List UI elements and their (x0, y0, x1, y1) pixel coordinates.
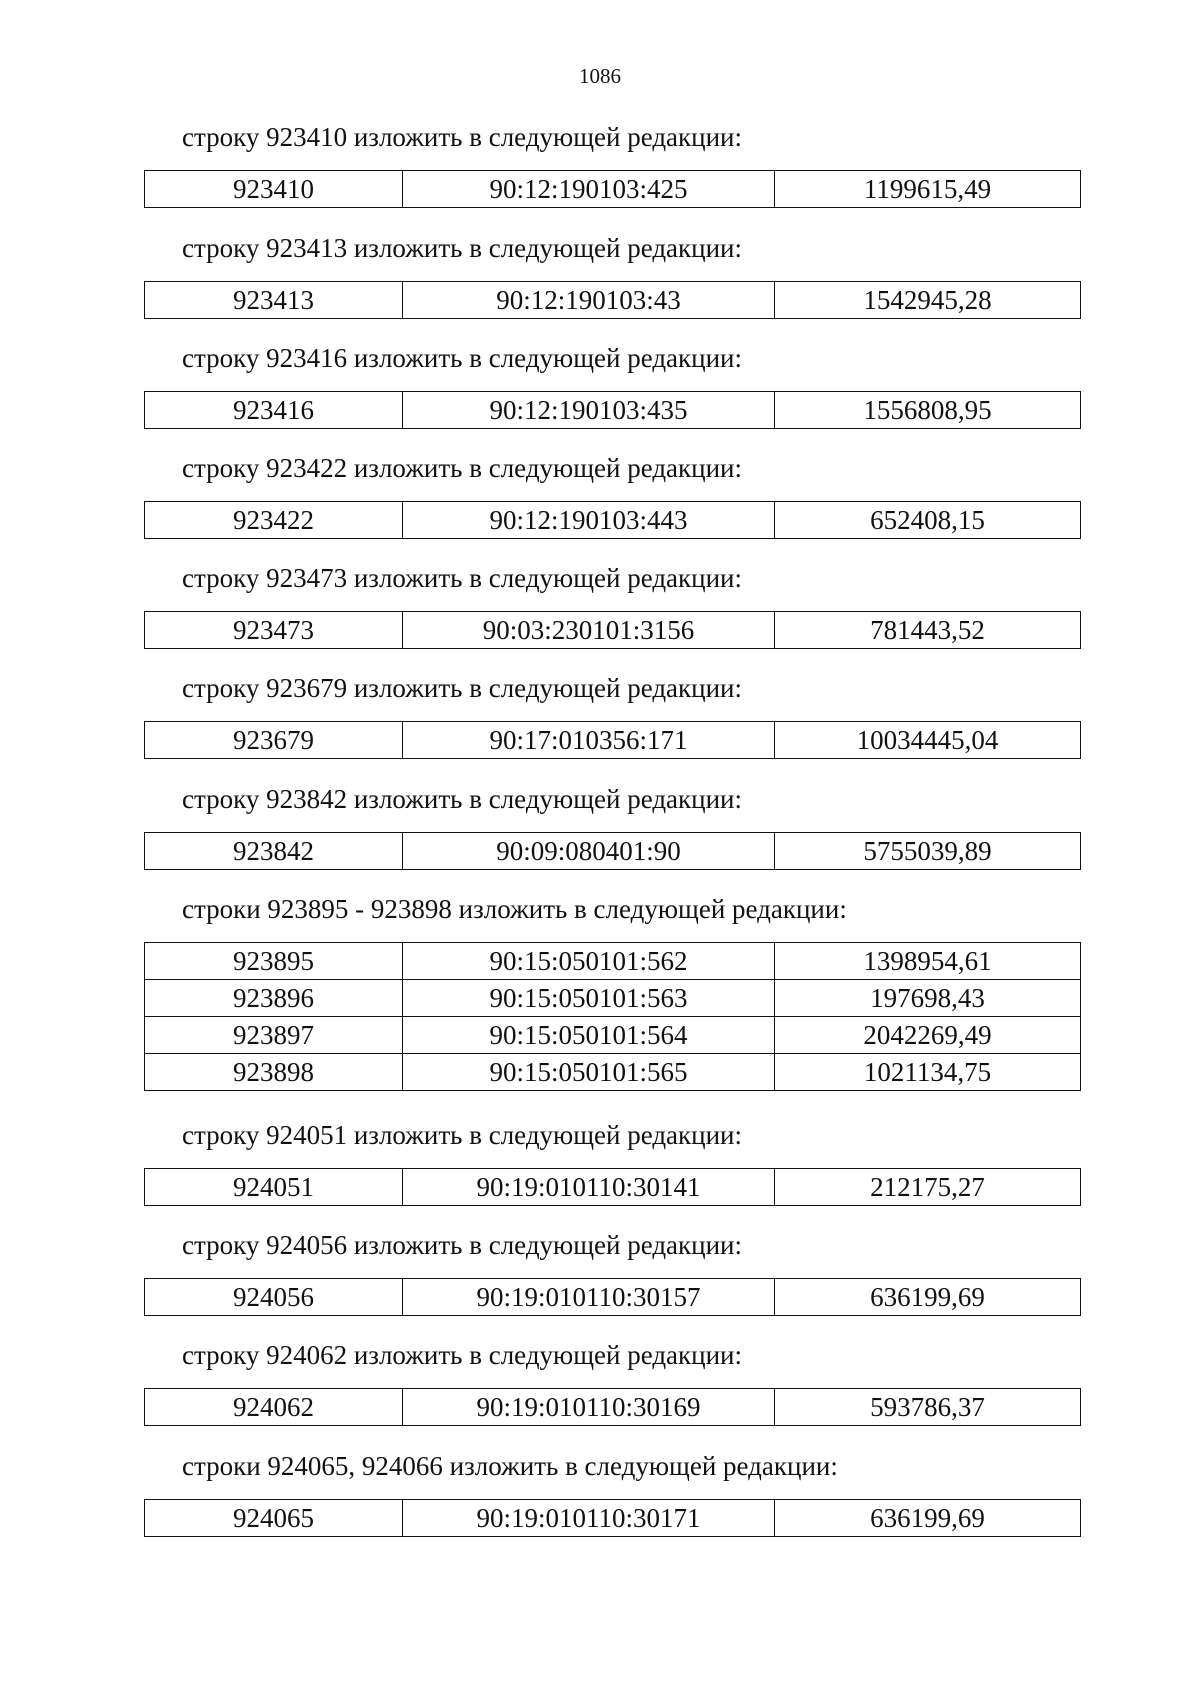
value-cell: 652408,15 (775, 502, 1081, 539)
cadastral-number-cell: 90:15:050101:565 (403, 1054, 775, 1091)
cadastral-number-cell: 90:19:010110:30157 (403, 1279, 775, 1316)
table-row (145, 1017, 1081, 1054)
value-cell: 1542945,28 (775, 282, 1081, 319)
row-number-cell: 923416 (145, 392, 403, 429)
row-number-cell: 923473 (145, 612, 403, 649)
amendment-instruction: строку 923410 изложить в следующей редакции: (182, 122, 743, 152)
cadastral-number-cell: 90:09:080401:90 (403, 833, 775, 870)
cadastral-number-cell: 90:15:050101:562 (403, 943, 775, 980)
row-number-cell: 924062 (145, 1389, 403, 1426)
cadastral-number-cell: 90:15:050101:563 (403, 980, 775, 1017)
cadastral-number-cell: 90:19:010110:30141 (403, 1169, 775, 1206)
amendment-table (144, 832, 1081, 870)
value-cell: 5755039,89 (775, 833, 1081, 870)
row-number-cell: 924065 (145, 1500, 403, 1537)
row-number-cell: 923413 (145, 282, 403, 319)
row-number-cell: 923410 (145, 171, 403, 208)
table-row (145, 392, 1081, 429)
value-cell: 212175,27 (775, 1169, 1081, 1206)
row-number-cell: 924056 (145, 1279, 403, 1316)
table-row (145, 1169, 1081, 1206)
row-number-cell: 923842 (145, 833, 403, 870)
value-cell: 10034445,04 (775, 722, 1081, 759)
value-cell: 2042269,49 (775, 1017, 1081, 1054)
cadastral-number-cell: 90:12:190103:435 (403, 392, 775, 429)
amendment-table (144, 1278, 1081, 1316)
amendment-instruction: строку 924051 изложить в следующей редакции: (182, 1120, 743, 1150)
cadastral-number-cell: 90:12:190103:425 (403, 171, 775, 208)
table-row (145, 1500, 1081, 1537)
value-cell: 781443,52 (775, 612, 1081, 649)
table-row (145, 1279, 1081, 1316)
table-row (145, 943, 1081, 980)
row-number-cell: 923896 (145, 980, 403, 1017)
cadastral-number-cell: 90:19:010110:30169 (403, 1389, 775, 1426)
amendment-instruction: строку 923422 изложить в следующей редакции: (182, 453, 743, 483)
value-cell: 636199,69 (775, 1279, 1081, 1316)
amendment-table (144, 170, 1081, 208)
amendment-table (144, 391, 1081, 429)
table-row (145, 833, 1081, 870)
cadastral-number-cell: 90:03:230101:3156 (403, 612, 775, 649)
amendment-instruction: строку 923842 изложить в следующей редакции: (182, 784, 743, 814)
value-cell: 1199615,49 (775, 171, 1081, 208)
amendment-instruction: строку 923413 изложить в следующей редакции: (182, 233, 743, 263)
amendment-table (144, 1388, 1081, 1426)
table-row (145, 1389, 1081, 1426)
row-number-cell: 923897 (145, 1017, 403, 1054)
table-row (145, 1054, 1081, 1091)
amendment-table (144, 1168, 1081, 1206)
cadastral-number-cell: 90:15:050101:564 (403, 1017, 775, 1054)
value-cell: 1021134,75 (775, 1054, 1081, 1091)
amendment-table (144, 1499, 1081, 1537)
table-row (145, 282, 1081, 319)
amendment-table (144, 942, 1081, 1091)
value-cell: 636199,69 (775, 1500, 1081, 1537)
table-row (145, 171, 1081, 208)
amendment-instruction: строку 923416 изложить в следующей редакции: (182, 343, 743, 373)
amendment-table (144, 611, 1081, 649)
amendment-instruction: строки 924065, 924066 изложить в следующей редакции: (182, 1451, 838, 1481)
cadastral-number-cell: 90:19:010110:30171 (403, 1500, 775, 1537)
amendment-instruction: строку 924062 изложить в следующей редакции: (182, 1340, 743, 1370)
row-number-cell: 923898 (145, 1054, 403, 1091)
amendment-instruction: строку 924056 изложить в следующей редакции: (182, 1230, 743, 1260)
table-row (145, 502, 1081, 539)
cadastral-number-cell: 90:17:010356:171 (403, 722, 775, 759)
amendment-table (144, 721, 1081, 759)
value-cell: 1556808,95 (775, 392, 1081, 429)
row-number-cell: 923422 (145, 502, 403, 539)
page-number: 1086 (579, 64, 621, 88)
value-cell: 1398954,61 (775, 943, 1081, 980)
amendment-instruction: строки 923895 - 923898 изложить в следующей редакции: (182, 894, 847, 924)
row-number-cell: 924051 (145, 1169, 403, 1206)
row-number-cell: 923679 (145, 722, 403, 759)
amendment-instruction: строку 923473 изложить в следующей редакции: (182, 563, 743, 593)
row-number-cell: 923895 (145, 943, 403, 980)
table-row (145, 980, 1081, 1017)
cadastral-number-cell: 90:12:190103:43 (403, 282, 775, 319)
amendment-table (144, 501, 1081, 539)
amendment-instruction: строку 923679 изложить в следующей редакции: (182, 673, 743, 703)
cadastral-number-cell: 90:12:190103:443 (403, 502, 775, 539)
value-cell: 593786,37 (775, 1389, 1081, 1426)
table-row (145, 612, 1081, 649)
table-row (145, 722, 1081, 759)
amendment-table (144, 281, 1081, 319)
value-cell: 197698,43 (775, 980, 1081, 1017)
